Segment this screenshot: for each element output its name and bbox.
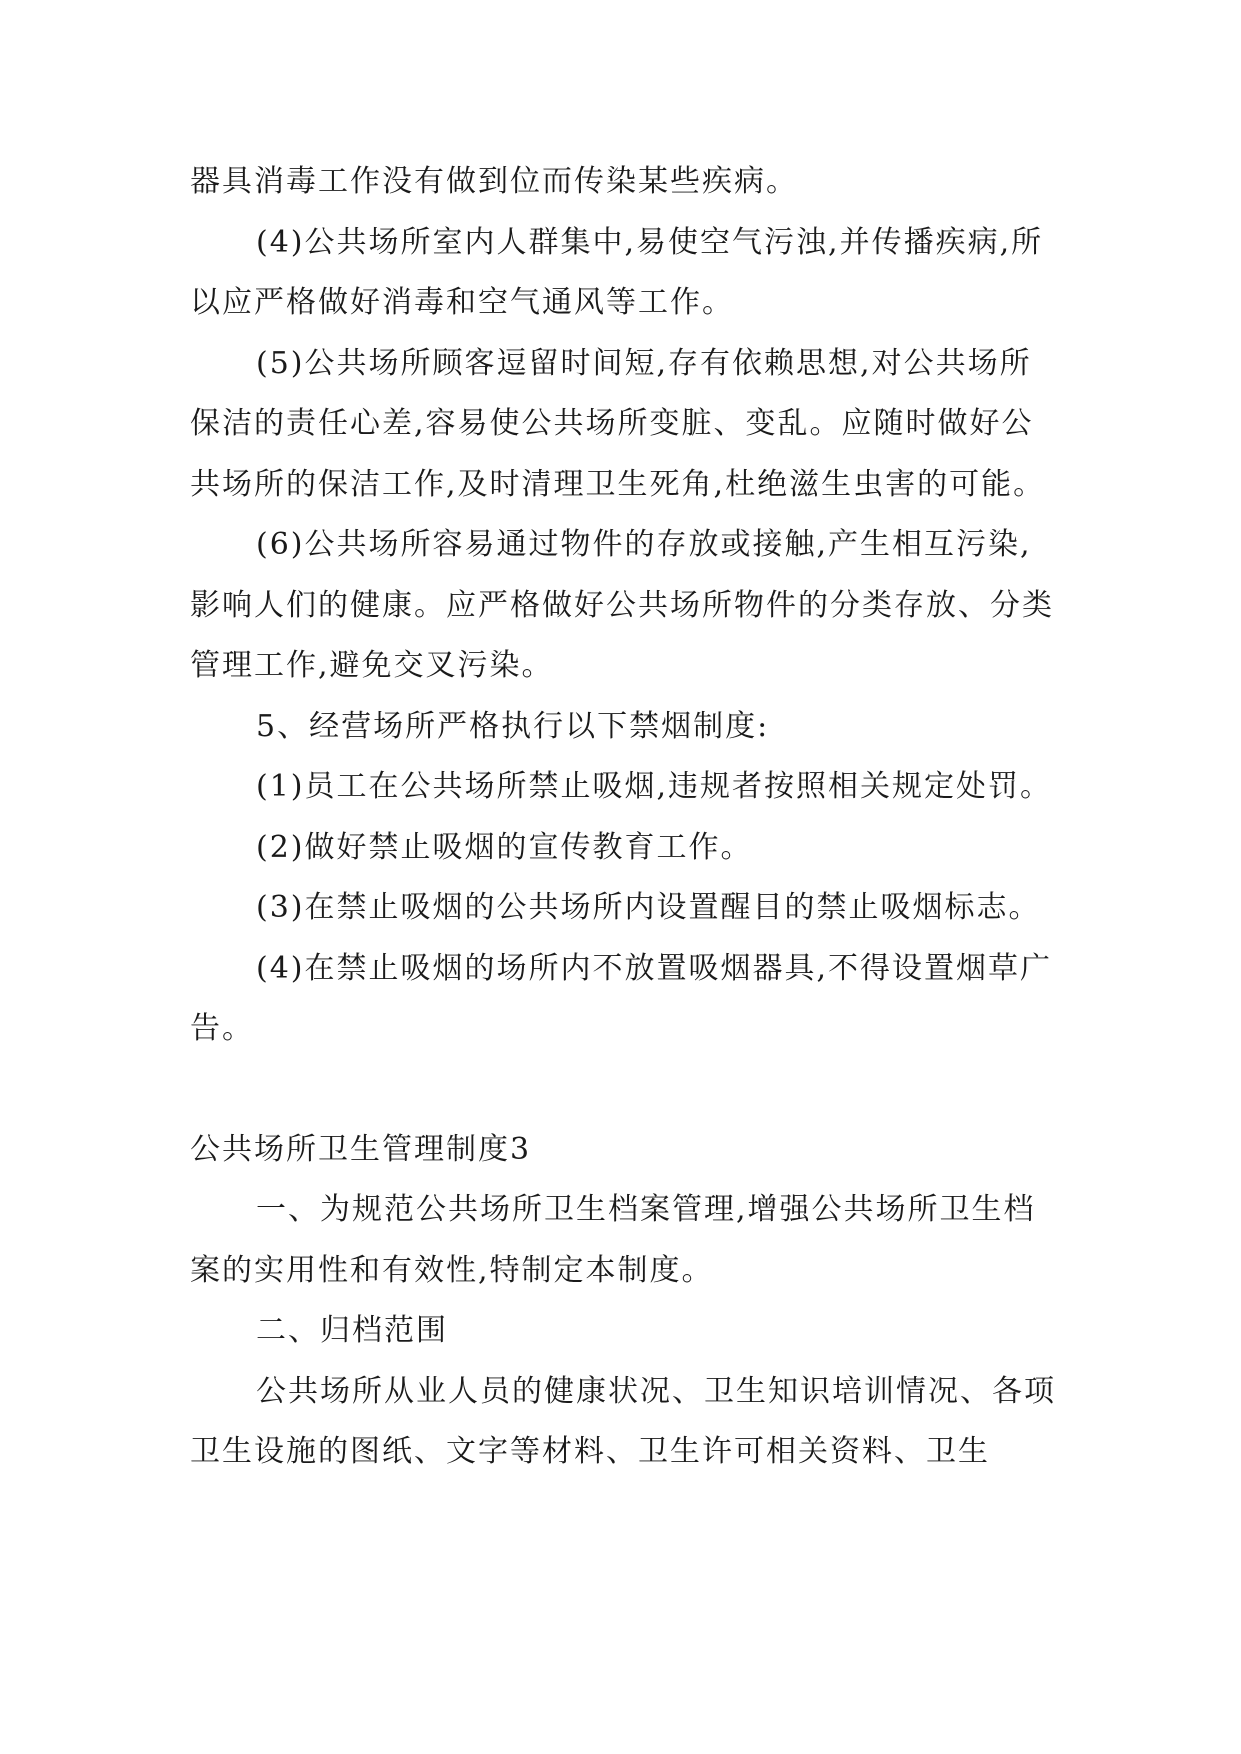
section-paragraph-scope-body: 公共场所从业人员的健康状况、卫生知识培训情况、各项卫生设施的图纸、文字等材料、卫生许可相关资料、卫生 — [190, 1373, 1056, 1469]
section-title: 公共场所卫生管理制度3 — [190, 1131, 532, 1167]
paragraph-item-4-ventilation: (4)公共场所室内人群集中,易使空气污浊,并传播疾病,所以应严格做好消毒和空气通风等工作。 — [190, 224, 1044, 320]
section-paragraph-scope-heading: 二、归档范围 — [256, 1313, 448, 1348]
paragraph-smoking-policy-heading: 5、经营场所严格执行以下禁烟制度: — [256, 708, 770, 744]
paragraph-item-6-storage: (6)公共场所容易通过物件的存放或接触,产生相互污染,影响人们的健康。应严格做好公共场所物件的分类存放、分类管理工作,避免交叉污染。 — [190, 527, 1054, 683]
paragraph-smoking-rule-2: (2)做好禁止吸烟的宣传教育工作。 — [256, 829, 753, 865]
section-paragraph-purpose: 一、为规范公共场所卫生档案管理,增强公共场所卫生档案的实用性和有效性,特制定本制度。 — [190, 1192, 1036, 1288]
document-body — [190, 152, 1060, 1483]
paragraph-smoking-rule-3: (3)在禁止吸烟的公共场所内设置醒目的禁止吸烟标志。 — [256, 890, 1041, 925]
paragraph-item-5-cleaning: (5)公共场所顾客逗留时间短,存有依赖思想,对公共场所保洁的责任心差,容易使公共场所变脏、变乱。应随时做好公共场所的保洁工作,及时清理卫生死角,杜绝滋生虫害的可能。 — [190, 345, 1046, 502]
paragraph-smoking-rule-4: (4)在禁止吸烟的场所内不放置吸烟器具,不得设置烟草广告。 — [190, 950, 1053, 1046]
paragraph-continuation: 器具消毒工作没有做到位而传染某些疾病。 — [190, 164, 798, 199]
paragraph-smoking-rule-1: (1)员工在公共场所禁止吸烟,违规者按照相关规定处罚。 — [256, 769, 1053, 804]
